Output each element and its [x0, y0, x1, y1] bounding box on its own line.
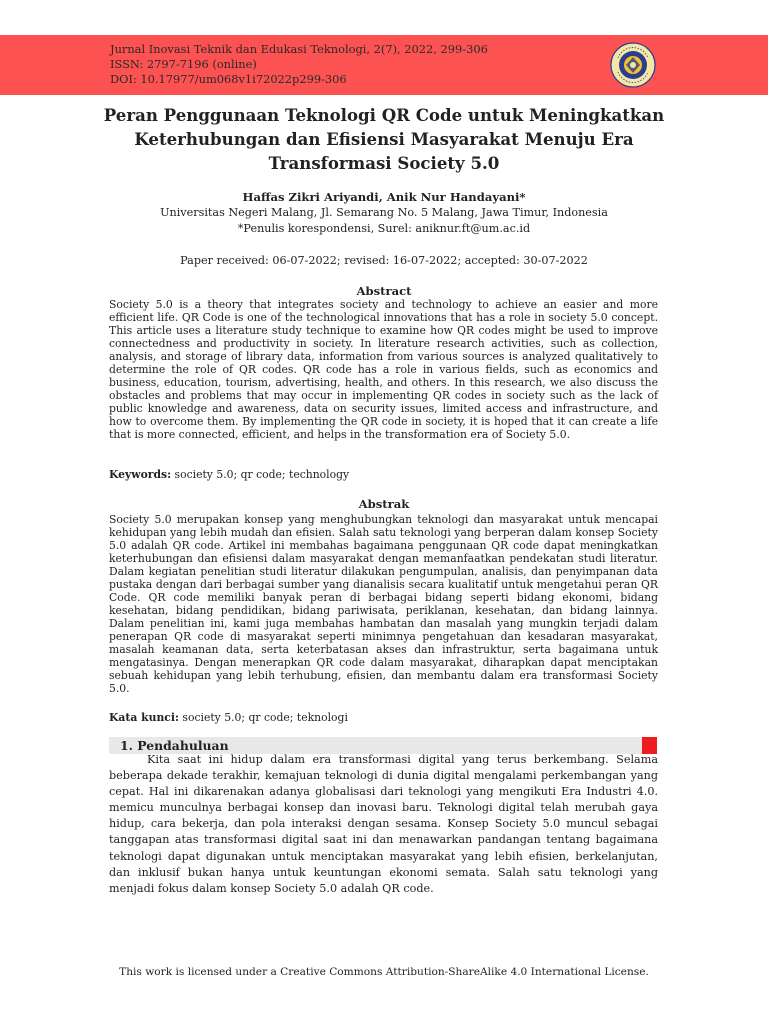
keywords-value: society 5.0; qr code; technology	[171, 468, 350, 481]
authors: Haffas Zikri Ariyandi, Anik Nur Handayani*	[242, 190, 526, 204]
university-seal-icon	[610, 42, 656, 88]
kata-kunci	[109, 711, 658, 724]
kata-kunci-value: society 5.0; qr code; teknologi	[178, 711, 348, 724]
correspondence: *Penulis korespondensi, Surel: aniknur.ft@um.ac.id	[237, 222, 531, 235]
keywords-label: Keywords:	[109, 468, 172, 481]
section-title: 1. Pendahuluan	[120, 738, 229, 753]
affiliation: Universitas Negeri Malang, Jl. Semarang No. 5 Malang, Jawa Timur, Indonesia	[160, 206, 608, 219]
abstract-text: Society 5.0 is a theory that integrates society and technology to achieve an easier and more efficient life. QR Code is one of the technological innovations that has a role in society 5.0 concept. This article uses a literature study technique to examine how QR codes might be used to improve connectedness and productivity in society. In literature research activities, such as collection, analysis, and storage of library data, information from various sources is analyzed qualitatively to determine the role of QR codes. QR code has a role in various fields, such as economics and business, education, tourism, advertising, health, and others. In this research, we also discuss the obstacles and problems that may occur in implementing QR codes in society such as the lack of public knowledge and awareness, data on security issues, limited access and infrastructure, and how to overcome them. By implementing the QR code in society, it is hoped that it can create a life that is more connected, efficient, and helps in the transformation era of Society 5.0.	[109, 298, 658, 441]
kata-kunci-label: Kata kunci:	[109, 711, 179, 724]
abstract-heading: Abstract	[356, 284, 412, 298]
journal-meta	[110, 42, 488, 87]
received-dates: Paper received: 06-07-2022; revised: 16-07-2022; accepted: 30-07-2022	[180, 254, 588, 267]
license-footer: This work is licensed under a Creative Commons Attribution-ShareAlike 4.0 International License.	[119, 966, 649, 978]
journal-issn: ISSN: 2797-7196 (online)	[110, 57, 257, 71]
abstrak-text: Society 5.0 merupakan konsep yang menghubungkan teknologi dan masyarakat untuk mencapai kehidupan yang lebih mudah dan efisien. Salah satu teknologi yang berperan dalam konsep Society 5.0 adalah QR code. Artikel ini membahas bagaimana penggunaan QR code dapat meningkatkan keterhubungan dan efisiensi dalam masyarakat dengan memanfaatkan pendekatan studi literatur. Dalam kegiatan penelitian studi literatur dilakukan pengumpulan, analisis, dan penyimpanan data pustaka dengan dari berbagai sumber yang dianalisis secara kualitatif untuk mengetahui peran QR Code. QR code memiliki banyak peran di berbagai bidang seperti bidang ekonomi, bidang kesehatan, bidang pendidikan, bidang pariwisata, periklanan, kesehatan, dan bidang lainnya. Dalam penelitian ini, kami juga membahas hambatan dan masalah yang mungkin terjadi dalam penerapan QR code di masyarakat seperti minimnya pengetahuan dan kesadaran masyarakat, masalah keamanan data, serta keterbatasan akses dan infrastruktur, serta bagaimana untuk mengatasinya. Dengan menerapkan QR code dalam masyarakat, diharapkan dapat menciptakan sebuah kehidupan yang lebih terhubung, efisien, dan membantu dalam era transformasi Society 5.0.	[109, 513, 658, 695]
journal-doi: DOI: 10.17977/um068v1i72022p299-306	[110, 72, 347, 86]
journal-citation: Jurnal Inovasi Teknik dan Edukasi Teknologi, 2(7), 2022, 299-306	[110, 42, 488, 56]
introduction-text: Kita saat ini hidup dalam era transformasi digital yang terus berkembang. Selama beberapa dekade terakhir, kemajuan teknologi di dunia digital mengalami perkembangan yang cepat. Hal ini dikarenakan adanya globalisasi dari teknologi yang mengikuti Era Industri 4.0. memicu munculnya berbagai konsep dan inovasi baru. Teknologi digital telah merubah gaya hidup, cara bekerja, dan pola interaksi dengan sesama. Konsep Society 5.0 muncul sebagai tanggapan atas transformasi digital saat ini dan menawarkan pandangan tentang bagaimana teknologi dapat digunakan untuk menciptakan masyarakat yang lebih efisien, berkelanjutan, dan inklusif bukan hanya untuk keuntungan ekonomi semata. Salah satu teknologi yang menjadi fokus dalam konsep Society 5.0 adalah QR code.	[109, 753, 658, 895]
paper-title: Peran Penggunaan Teknologi QR Code untuk Meningkatkan Keterhubungan dan Efisiensi Masyarakat Menuju Era Transformasi Society 5.0	[103, 105, 665, 173]
keywords	[109, 468, 658, 481]
abstrak-heading: Abstrak	[358, 497, 410, 511]
